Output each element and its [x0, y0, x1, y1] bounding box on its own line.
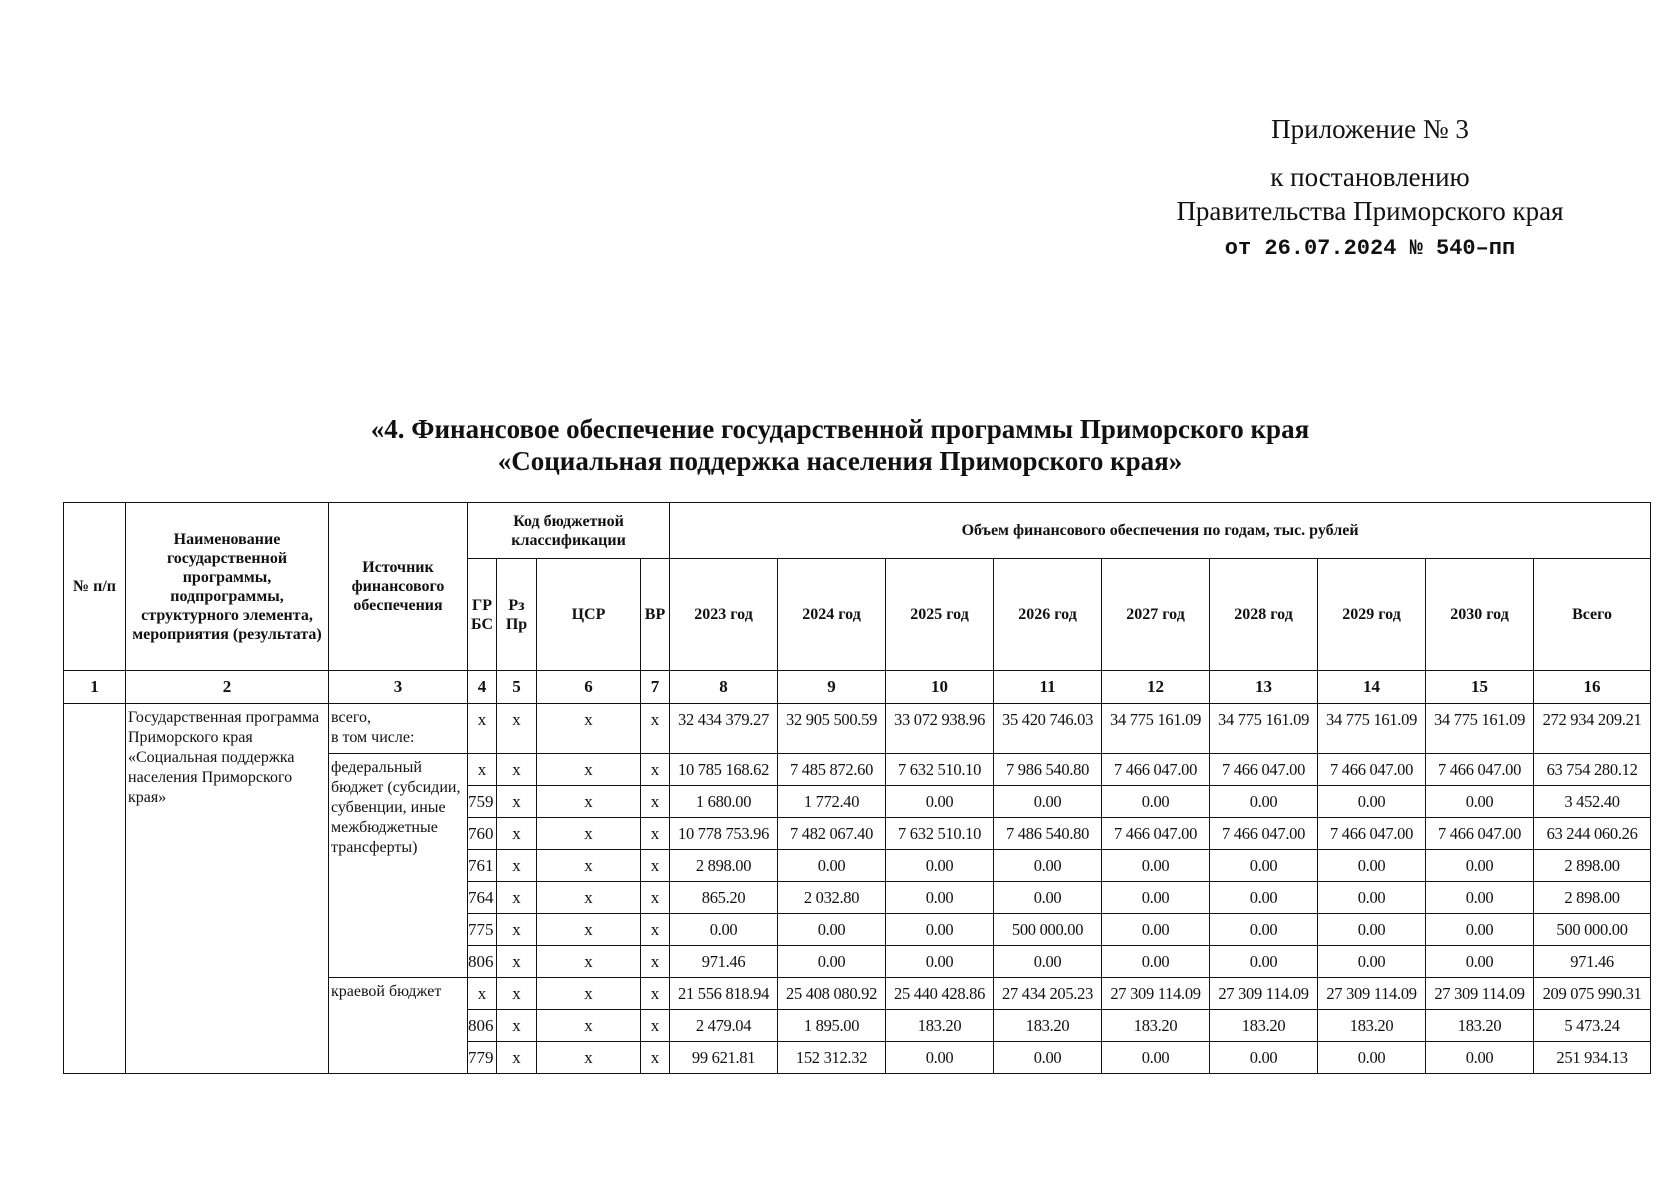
- year-value-cell: 971.46: [670, 946, 778, 978]
- code-csr-cell: x: [537, 786, 641, 818]
- year-value-cell: 0.00: [1426, 786, 1534, 818]
- year-value-cell: 32 434 379.27: [670, 704, 778, 754]
- header-budget-code: Код бюджетной классификации: [468, 503, 670, 559]
- year-value-cell: 0.00: [1426, 914, 1534, 946]
- year-value-cell: 0.00: [1102, 882, 1210, 914]
- year-value-cell: 34 775 161.09: [1318, 704, 1426, 754]
- column-number: 2: [126, 671, 329, 704]
- year-value-cell: 25 440 428.86: [886, 978, 994, 1010]
- year-value-cell: 0.00: [1210, 882, 1318, 914]
- document-title: [0, 413, 1680, 477]
- header-year: 2023 год: [670, 559, 778, 671]
- total-value-cell: 209 075 990.31: [1534, 978, 1651, 1010]
- year-value-cell: 500 000.00: [994, 914, 1102, 946]
- year-value-cell: 7 466 047.00: [1210, 818, 1318, 850]
- code-vr-cell: x: [641, 882, 670, 914]
- code-grbs-cell: 759: [468, 786, 497, 818]
- code-csr-cell: x: [537, 850, 641, 882]
- year-value-cell: 7 632 510.10: [886, 754, 994, 786]
- total-value-cell: 251 934.13: [1534, 1042, 1651, 1074]
- code-vr-cell: x: [641, 850, 670, 882]
- decree-number: от 26.07.2024 № 540–пп: [1224, 236, 1516, 261]
- code-rzpr-cell: x: [497, 1010, 537, 1042]
- header-name: Наименование государственной программы, подпрограммы, структурного элемента, мероприятия (результата): [126, 503, 329, 671]
- year-value-cell: 1 680.00: [670, 786, 778, 818]
- year-value-cell: 0.00: [670, 914, 778, 946]
- code-vr-cell: x: [641, 704, 670, 754]
- header-rzpr: Рз Пр: [497, 559, 537, 671]
- year-value-cell: 183.20: [1426, 1010, 1534, 1042]
- year-value-cell: 7 466 047.00: [1426, 754, 1534, 786]
- year-value-cell: 0.00: [1318, 786, 1426, 818]
- column-number: 9: [778, 671, 886, 704]
- code-grbs-cell: 775: [468, 914, 497, 946]
- code-csr-cell: x: [537, 914, 641, 946]
- code-csr-cell: x: [537, 754, 641, 786]
- year-value-cell: 7 466 047.00: [1102, 754, 1210, 786]
- code-grbs-cell: 760: [468, 818, 497, 850]
- code-grbs-cell: x: [468, 978, 497, 1010]
- total-value-cell: 2 898.00: [1534, 882, 1651, 914]
- year-value-cell: 0.00: [1318, 882, 1426, 914]
- year-value-cell: 21 556 818.94: [670, 978, 778, 1010]
- code-grbs-cell: 761: [468, 850, 497, 882]
- year-value-cell: 33 072 938.96: [886, 704, 994, 754]
- year-value-cell: 32 905 500.59: [778, 704, 886, 754]
- code-grbs-cell: 764: [468, 882, 497, 914]
- year-value-cell: 27 309 114.09: [1318, 978, 1426, 1010]
- year-value-cell: 0.00: [1102, 786, 1210, 818]
- source-cell: федеральный бюджет (субсидии, субвенции, иные межбюджетные трансферты): [329, 754, 468, 978]
- year-value-cell: 27 434 205.23: [994, 978, 1102, 1010]
- total-value-cell: 500 000.00: [1534, 914, 1651, 946]
- year-value-cell: 7 466 047.00: [1318, 818, 1426, 850]
- year-value-cell: 0.00: [1210, 786, 1318, 818]
- year-value-cell: 7 482 067.40: [778, 818, 886, 850]
- code-rzpr-cell: x: [497, 786, 537, 818]
- year-value-cell: 0.00: [994, 882, 1102, 914]
- total-value-cell: 272 934 209.21: [1534, 704, 1651, 754]
- year-value-cell: 2 898.00: [670, 850, 778, 882]
- year-value-cell: 0.00: [1210, 1042, 1318, 1074]
- code-vr-cell: x: [641, 1042, 670, 1074]
- code-grbs-cell: x: [468, 754, 497, 786]
- year-value-cell: 0.00: [1426, 1042, 1534, 1074]
- code-rzpr-cell: x: [497, 882, 537, 914]
- year-value-cell: 7 485 872.60: [778, 754, 886, 786]
- year-value-cell: 27 309 114.09: [1426, 978, 1534, 1010]
- header-grbs: ГР БС: [468, 559, 497, 671]
- year-value-cell: 0.00: [886, 882, 994, 914]
- year-value-cell: 0.00: [1318, 1042, 1426, 1074]
- year-value-cell: 0.00: [994, 786, 1102, 818]
- code-rzpr-cell: x: [497, 1042, 537, 1074]
- year-value-cell: 34 775 161.09: [1426, 704, 1534, 754]
- code-grbs-cell: 779: [468, 1042, 497, 1074]
- code-rzpr-cell: x: [497, 754, 537, 786]
- code-rzpr-cell: x: [497, 850, 537, 882]
- code-rzpr-cell: x: [497, 978, 537, 1010]
- header-num: № п/п: [64, 503, 126, 671]
- year-value-cell: 0.00: [1210, 946, 1318, 978]
- year-value-cell: 0.00: [1318, 850, 1426, 882]
- appendix-label: Приложение № 3: [1271, 114, 1469, 144]
- code-vr-cell: x: [641, 946, 670, 978]
- header-year: 2027 год: [1102, 559, 1210, 671]
- year-value-cell: 7 486 540.80: [994, 818, 1102, 850]
- code-rzpr-cell: x: [497, 818, 537, 850]
- decree-line-1: к постановлению: [1270, 162, 1470, 192]
- code-vr-cell: x: [641, 754, 670, 786]
- title-line-2: «Социальная поддержка населения Приморского края»: [497, 446, 1183, 476]
- header-year: 2025 год: [886, 559, 994, 671]
- year-value-cell: 2 479.04: [670, 1010, 778, 1042]
- total-value-cell: 3 452.40: [1534, 786, 1651, 818]
- year-value-cell: 25 408 080.92: [778, 978, 886, 1010]
- row-number-cell: [64, 704, 126, 1074]
- column-number: 7: [641, 671, 670, 704]
- year-value-cell: 0.00: [1318, 914, 1426, 946]
- year-value-cell: 0.00: [994, 850, 1102, 882]
- column-number: 16: [1534, 671, 1651, 704]
- total-value-cell: 63 244 060.26: [1534, 818, 1651, 850]
- year-value-cell: 1 895.00: [778, 1010, 886, 1042]
- year-value-cell: 7 466 047.00: [1426, 818, 1534, 850]
- year-value-cell: 0.00: [778, 850, 886, 882]
- column-number: 15: [1426, 671, 1534, 704]
- column-number: 6: [537, 671, 641, 704]
- year-value-cell: 0.00: [1102, 914, 1210, 946]
- year-value-cell: 1 772.40: [778, 786, 886, 818]
- year-value-cell: 183.20: [886, 1010, 994, 1042]
- year-value-cell: 27 309 114.09: [1102, 978, 1210, 1010]
- year-value-cell: 7 466 047.00: [1318, 754, 1426, 786]
- program-name-cell: Государственная программа Приморского края «Социальная поддержка населения Приморского края»: [126, 704, 329, 1074]
- total-value-cell: 63 754 280.12: [1534, 754, 1651, 786]
- title-line-1: «4. Финансовое обеспечение государственной программы Приморского края: [370, 414, 1310, 444]
- year-value-cell: 183.20: [1102, 1010, 1210, 1042]
- column-number: 10: [886, 671, 994, 704]
- column-number: 3: [329, 671, 468, 704]
- year-value-cell: 34 775 161.09: [1102, 704, 1210, 754]
- year-value-cell: 183.20: [1210, 1010, 1318, 1042]
- decree-line-2: Правительства Приморского края: [1176, 196, 1564, 226]
- year-value-cell: 0.00: [994, 1042, 1102, 1074]
- code-vr-cell: x: [641, 786, 670, 818]
- code-csr-cell: x: [537, 1042, 641, 1074]
- year-value-cell: 27 309 114.09: [1210, 978, 1318, 1010]
- year-value-cell: 183.20: [994, 1010, 1102, 1042]
- header-year: 2024 год: [778, 559, 886, 671]
- year-value-cell: 0.00: [1426, 850, 1534, 882]
- code-csr-cell: x: [537, 704, 641, 754]
- header-vr: ВР: [641, 559, 670, 671]
- column-numbers-row: [64, 671, 1651, 704]
- code-csr-cell: x: [537, 882, 641, 914]
- header-year: 2029 год: [1318, 559, 1426, 671]
- code-csr-cell: x: [537, 818, 641, 850]
- column-number: 8: [670, 671, 778, 704]
- code-csr-cell: x: [537, 1010, 641, 1042]
- table-row: [64, 704, 1651, 754]
- column-number: 12: [1102, 671, 1210, 704]
- code-vr-cell: x: [641, 1010, 670, 1042]
- code-rzpr-cell: x: [497, 946, 537, 978]
- total-value-cell: 5 473.24: [1534, 1010, 1651, 1042]
- code-vr-cell: x: [641, 914, 670, 946]
- column-number: 11: [994, 671, 1102, 704]
- code-grbs-cell: 806: [468, 1010, 497, 1042]
- year-value-cell: 0.00: [1210, 850, 1318, 882]
- header-year: Всего: [1534, 559, 1651, 671]
- year-value-cell: 0.00: [886, 946, 994, 978]
- year-value-cell: 0.00: [1426, 946, 1534, 978]
- source-cell: краевой бюджет: [329, 978, 468, 1074]
- total-value-cell: 2 898.00: [1534, 850, 1651, 882]
- year-value-cell: 7 632 510.10: [886, 818, 994, 850]
- header-volume: Объем финансового обеспечения по годам, тыс. рублей: [670, 503, 1651, 559]
- year-value-cell: 2 032.80: [778, 882, 886, 914]
- year-value-cell: 865.20: [670, 882, 778, 914]
- financing-table: [63, 502, 1651, 1074]
- year-value-cell: 10 785 168.62: [670, 754, 778, 786]
- header-source: Источник финансового обеспечения: [329, 503, 468, 671]
- code-vr-cell: x: [641, 818, 670, 850]
- year-value-cell: 0.00: [886, 850, 994, 882]
- year-value-cell: 0.00: [1210, 914, 1318, 946]
- year-value-cell: 0.00: [1102, 1042, 1210, 1074]
- year-value-cell: 0.00: [886, 786, 994, 818]
- column-number: 1: [64, 671, 126, 704]
- code-csr-cell: x: [537, 946, 641, 978]
- code-grbs-cell: 806: [468, 946, 497, 978]
- year-value-cell: 183.20: [1318, 1010, 1426, 1042]
- year-value-cell: 0.00: [1102, 946, 1210, 978]
- year-value-cell: 10 778 753.96: [670, 818, 778, 850]
- code-rzpr-cell: x: [497, 704, 537, 754]
- code-vr-cell: x: [641, 978, 670, 1010]
- year-value-cell: 0.00: [778, 946, 886, 978]
- code-grbs-cell: x: [468, 704, 497, 754]
- header-year: 2026 год: [994, 559, 1102, 671]
- year-value-cell: 152 312.32: [778, 1042, 886, 1074]
- header-year: 2030 год: [1426, 559, 1534, 671]
- column-number: 5: [497, 671, 537, 704]
- year-value-cell: 0.00: [886, 914, 994, 946]
- column-number: 4: [468, 671, 497, 704]
- year-value-cell: 0.00: [778, 914, 886, 946]
- column-number: 14: [1318, 671, 1426, 704]
- year-value-cell: 0.00: [994, 946, 1102, 978]
- year-value-cell: 35 420 746.03: [994, 704, 1102, 754]
- year-value-cell: 0.00: [1426, 882, 1534, 914]
- code-csr-cell: x: [537, 978, 641, 1010]
- total-value-cell: 971.46: [1534, 946, 1651, 978]
- year-value-cell: 7 466 047.00: [1210, 754, 1318, 786]
- header-year: 2028 год: [1210, 559, 1318, 671]
- year-value-cell: 7 466 047.00: [1102, 818, 1210, 850]
- year-value-cell: 34 775 161.09: [1210, 704, 1318, 754]
- header-csr: ЦСР: [537, 559, 641, 671]
- appendix-header: [1160, 112, 1580, 266]
- source-cell: всего, в том числе:: [329, 704, 468, 754]
- column-number: 13: [1210, 671, 1318, 704]
- code-rzpr-cell: x: [497, 914, 537, 946]
- year-value-cell: 0.00: [886, 1042, 994, 1074]
- year-value-cell: 99 621.81: [670, 1042, 778, 1074]
- year-value-cell: 0.00: [1102, 850, 1210, 882]
- year-value-cell: 0.00: [1318, 946, 1426, 978]
- year-value-cell: 7 986 540.80: [994, 754, 1102, 786]
